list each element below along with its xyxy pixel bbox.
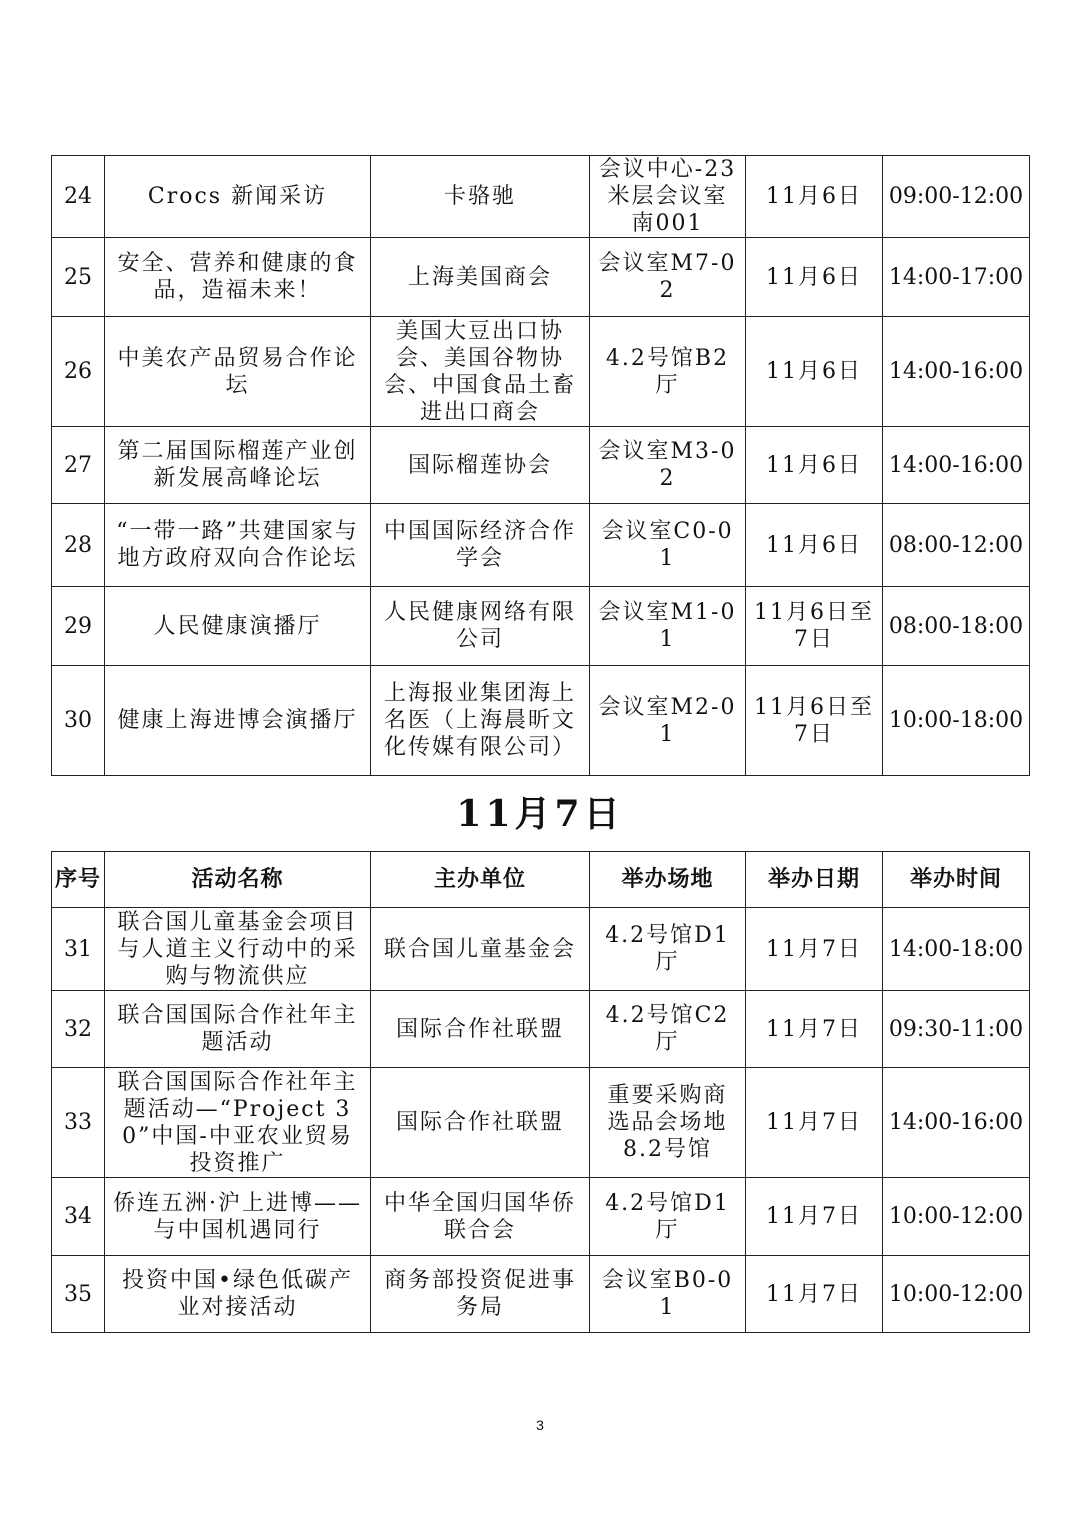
host-organization: 人民健康网络有限公司 (371, 587, 590, 666)
event-time: 08:00-12:00 (883, 504, 1030, 587)
venue: 会议室M7-02 (590, 238, 746, 317)
row-number: 29 (52, 587, 105, 666)
row-number: 34 (52, 1178, 105, 1256)
host-organization: 卡骆驰 (371, 156, 590, 238)
host-organization: 中国国际经济合作学会 (371, 504, 590, 587)
venue: 4.2号馆D1厅 (590, 908, 746, 991)
row-number: 33 (52, 1068, 105, 1178)
activity-name: 中美农产品贸易合作论坛 (105, 317, 371, 427)
row-number: 31 (52, 908, 105, 991)
table-row (52, 1178, 1030, 1256)
venue: 会议室M1-01 (590, 587, 746, 666)
event-date: 11月6日至7日 (746, 666, 883, 776)
table-row (52, 238, 1030, 317)
table-row (52, 504, 1030, 587)
section-heading-date: 11月7日 (456, 793, 624, 835)
activity-name: 健康上海进博会演播厅 (105, 666, 371, 776)
event-date: 11月6日 (746, 156, 883, 238)
host-organization: 上海报业集团海上名医（上海晨昕文化传媒有限公司） (371, 666, 590, 776)
venue: 重要采购商选品会场地8.2号馆 (590, 1068, 746, 1178)
schedule-table-nov-7 (51, 851, 1030, 1333)
event-time: 10:00-12:00 (883, 1178, 1030, 1256)
event-date: 11月7日 (746, 991, 883, 1068)
event-date: 11月7日 (746, 1256, 883, 1333)
venue: 会议室M2-01 (590, 666, 746, 776)
event-time: 14:00-18:00 (883, 908, 1030, 991)
host-organization: 国际合作社联盟 (371, 1068, 590, 1178)
column-header-time: 举办时间 (883, 852, 1030, 908)
table-row (52, 908, 1030, 991)
table-row (52, 991, 1030, 1068)
activity-name: 联合国儿童基金会项目与人道主义行动中的采购与物流供应 (105, 908, 371, 991)
host-organization: 国际合作社联盟 (371, 991, 590, 1068)
event-date: 11月6日 (746, 238, 883, 317)
event-date: 11月7日 (746, 1068, 883, 1178)
event-time: 10:00-12:00 (883, 1256, 1030, 1333)
row-number: 32 (52, 991, 105, 1068)
table-row (52, 317, 1030, 427)
event-date: 11月6日 (746, 317, 883, 427)
table-row (52, 427, 1030, 504)
activity-name: 投资中国•绿色低碳产业对接活动 (105, 1256, 371, 1333)
event-time: 14:00-16:00 (883, 1068, 1030, 1178)
activity-name: 人民健康演播厅 (105, 587, 371, 666)
page-number: 3 (536, 1417, 544, 1433)
activity-name: Crocs 新闻采访 (105, 156, 371, 238)
activity-name: 联合国国际合作社年主题活动 (105, 991, 371, 1068)
host-organization: 国际榴莲协会 (371, 427, 590, 504)
venue: 4.2号馆D1厅 (590, 1178, 746, 1256)
event-time: 14:00-16:00 (883, 317, 1030, 427)
row-number: 28 (52, 504, 105, 587)
schedule-table-nov-6 (51, 155, 1030, 776)
event-time: 09:30-11:00 (883, 991, 1030, 1068)
table-row (52, 587, 1030, 666)
activity-name: 侨连五洲·沪上进博——与中国机遇同行 (105, 1178, 371, 1256)
venue: 4.2号馆C2厅 (590, 991, 746, 1068)
activity-name: “一带一路”共建国家与地方政府双向合作论坛 (105, 504, 371, 587)
row-number: 27 (52, 427, 105, 504)
venue: 会议室C0-01 (590, 504, 746, 587)
activity-name: 联合国国际合作社年主题活动—“Project 30”中国-中亚农业贸易投资推广 (105, 1068, 371, 1178)
event-time: 09:00-12:00 (883, 156, 1030, 238)
row-number: 25 (52, 238, 105, 317)
event-time: 14:00-17:00 (883, 238, 1030, 317)
event-date: 11月7日 (746, 1178, 883, 1256)
host-organization: 上海美国商会 (371, 238, 590, 317)
venue: 会议室M3-02 (590, 427, 746, 504)
host-organization: 商务部投资促进事务局 (371, 1256, 590, 1333)
venue: 会议中心-23米层会议室南001 (590, 156, 746, 238)
column-header-venue: 举办场地 (590, 852, 746, 908)
row-number: 35 (52, 1256, 105, 1333)
event-date: 11月7日 (746, 908, 883, 991)
host-organization: 中华全国归国华侨联合会 (371, 1178, 590, 1256)
event-time: 10:00-18:00 (883, 666, 1030, 776)
table-row (52, 666, 1030, 776)
row-number: 30 (52, 666, 105, 776)
event-date: 11月6日 (746, 427, 883, 504)
venue: 会议室B0-01 (590, 1256, 746, 1333)
column-header-date: 举办日期 (746, 852, 883, 908)
event-time: 08:00-18:00 (883, 587, 1030, 666)
host-organization: 联合国儿童基金会 (371, 908, 590, 991)
event-date: 11月6日至7日 (746, 587, 883, 666)
column-header-host: 主办单位 (371, 852, 590, 908)
table-row (52, 1256, 1030, 1333)
event-date: 11月6日 (746, 504, 883, 587)
table-row (52, 1068, 1030, 1178)
activity-name: 安全、营养和健康的食品，造福未来！ (105, 238, 371, 317)
column-header-name: 活动名称 (105, 852, 371, 908)
table-row (52, 156, 1030, 238)
event-time: 14:00-16:00 (883, 427, 1030, 504)
activity-name: 第二届国际榴莲产业创新发展高峰论坛 (105, 427, 371, 504)
row-number: 24 (52, 156, 105, 238)
table-header-row (52, 852, 1030, 908)
row-number: 26 (52, 317, 105, 427)
host-organization: 美国大豆出口协会、美国谷物协会、中国食品土畜进出口商会 (371, 317, 590, 427)
column-header-no: 序号 (52, 852, 105, 908)
venue: 4.2号馆B2厅 (590, 317, 746, 427)
